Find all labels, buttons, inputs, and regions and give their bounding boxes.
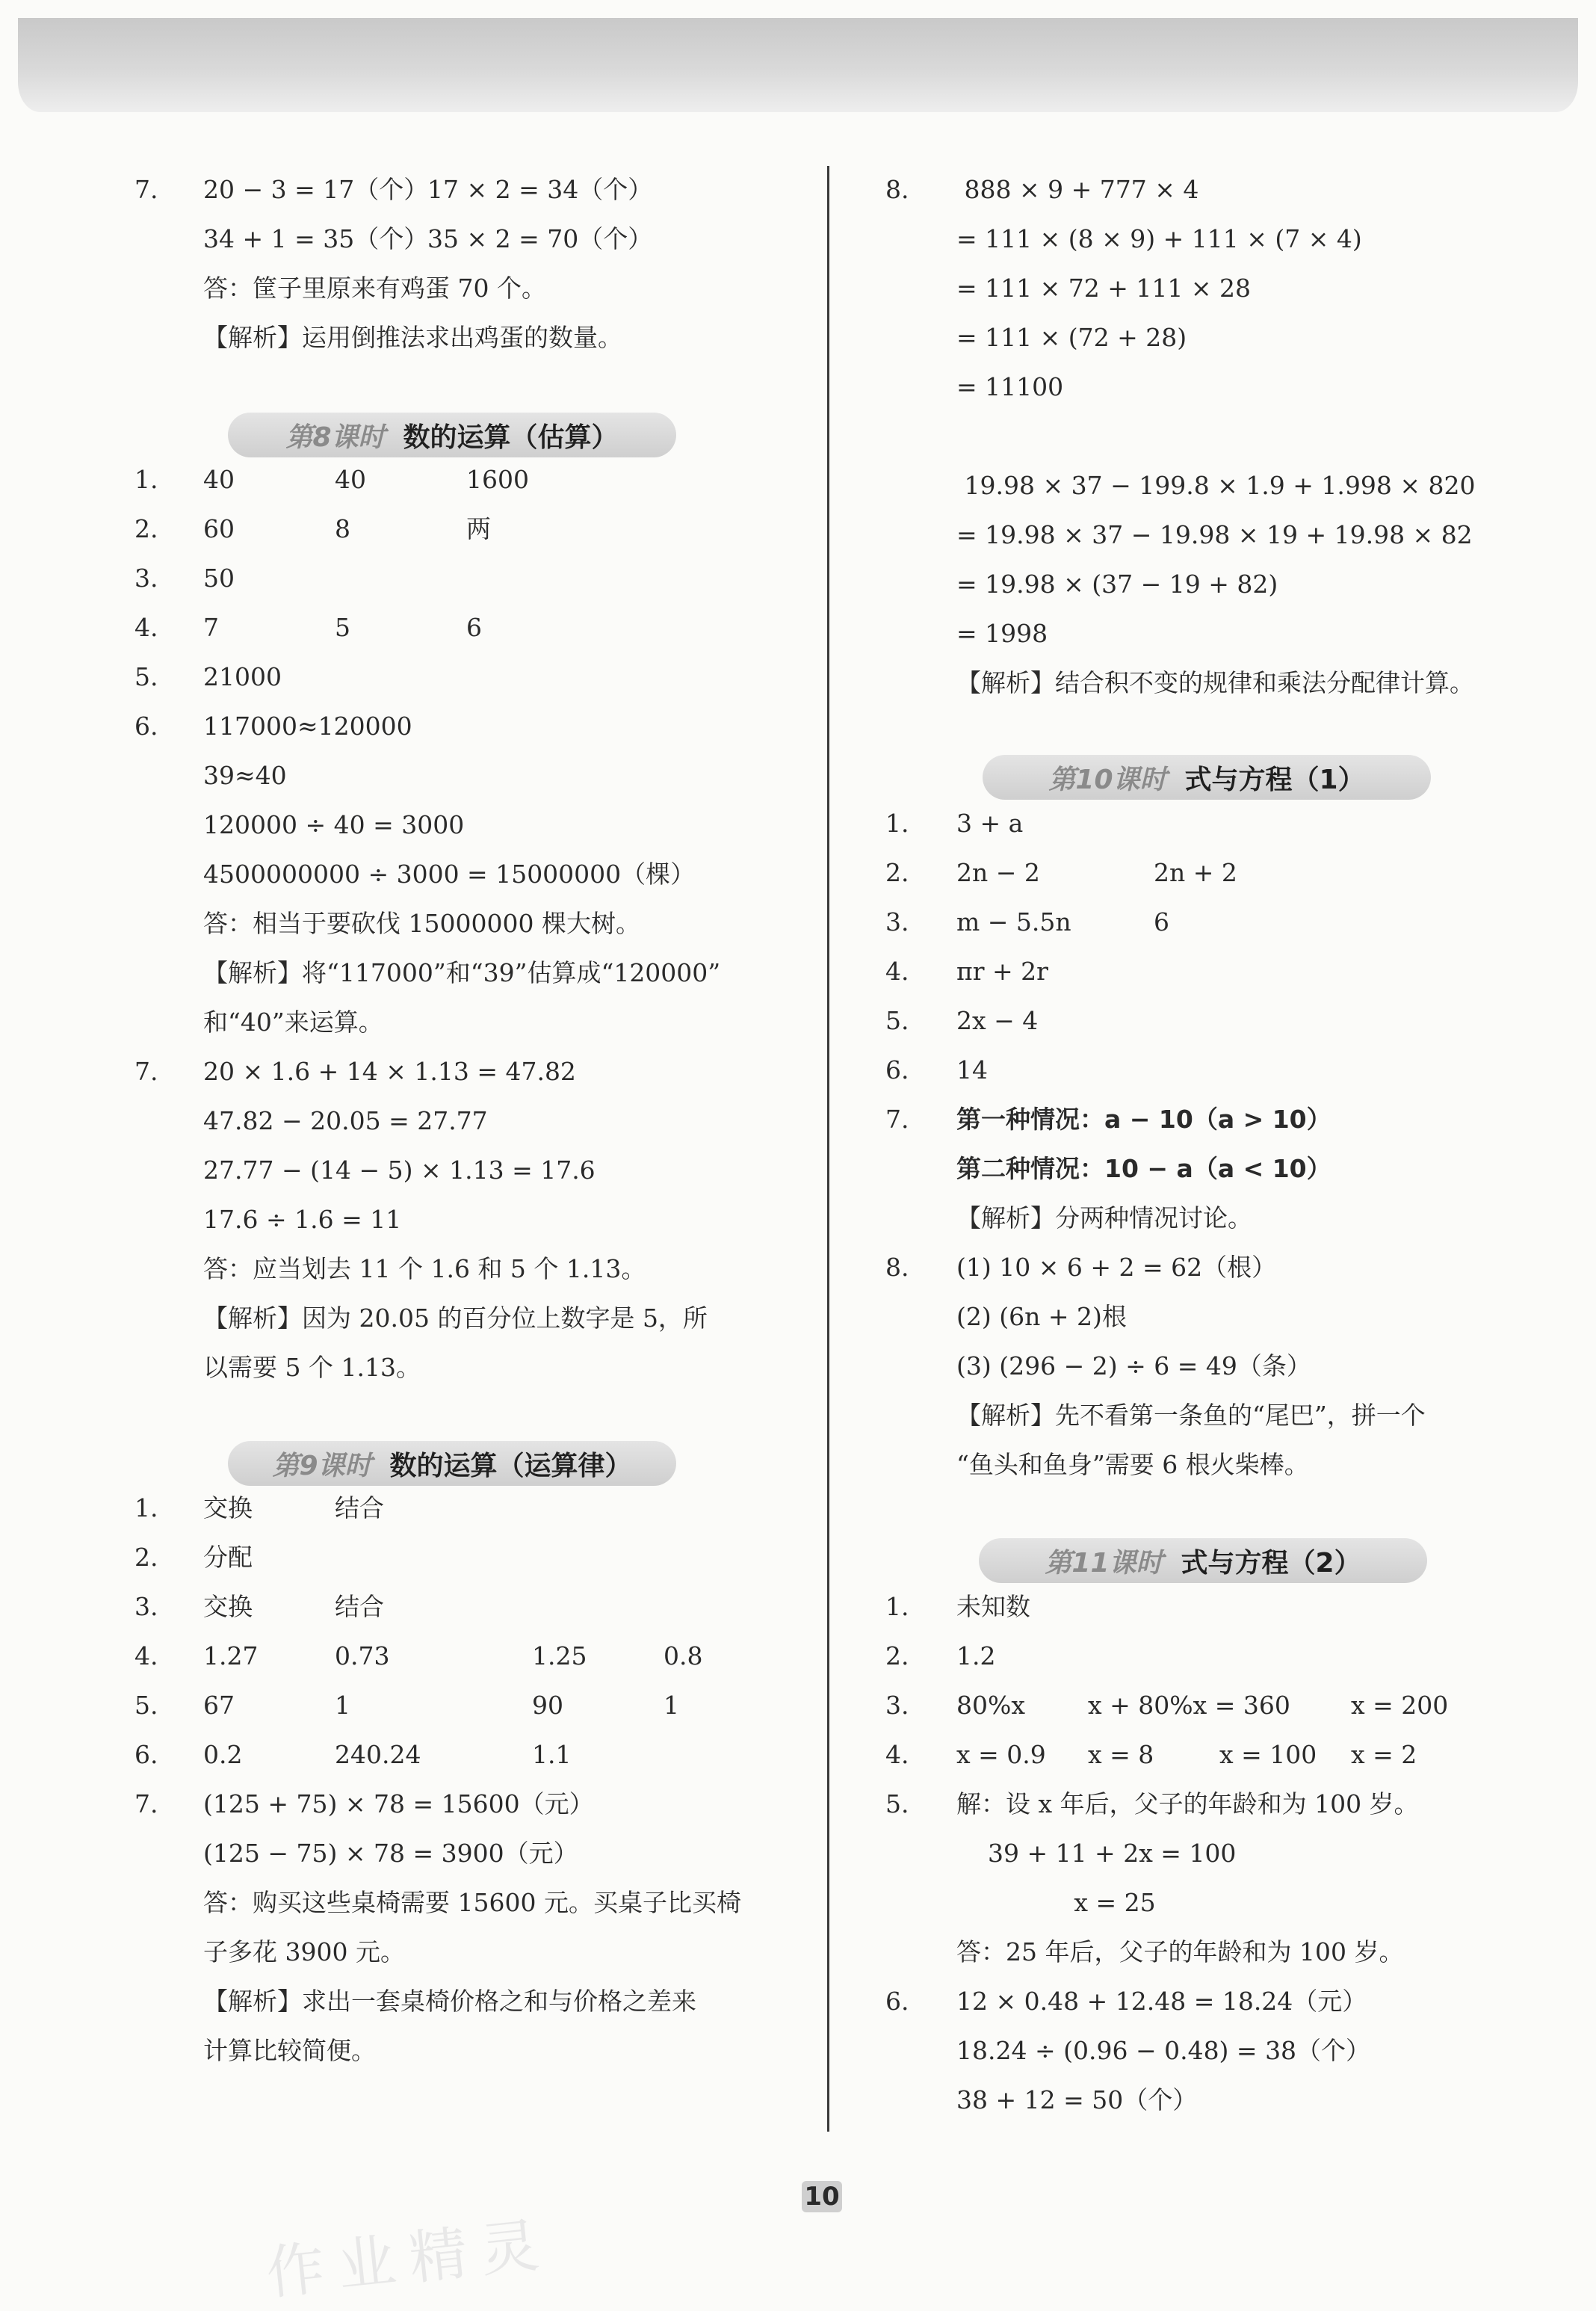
question-number: 6.: [885, 1055, 909, 1084]
answer-line: 【解析】将“117000”和“39”估算成“120000”: [203, 958, 721, 987]
question-number: 6.: [134, 712, 158, 741]
answer-line: 答：应当划去 11 个 1.6 和 5 个 1.13。: [203, 1254, 646, 1283]
answer-line: = 19.98 × (37 − 19 + 82): [956, 570, 1278, 599]
answer-line: (1) 10 × 6 + 2 = 62（根）: [956, 1253, 1277, 1282]
question-number: 8.: [885, 1253, 909, 1282]
answer-line: 第一种情况：a − 10（a > 10）: [956, 1105, 1331, 1134]
answer-line: (125 + 75) × 78 = 15600（元）: [203, 1789, 594, 1818]
column-divider: [827, 166, 829, 2132]
answer-line: x = 25: [956, 1888, 1156, 1917]
answer-line: = 111 × (72 + 28): [956, 323, 1187, 352]
answer-line: (125 − 75) × 78 = 3900（元）: [203, 1839, 578, 1868]
answer-cell: 2n + 2: [1154, 858, 1237, 887]
answer-cell: 结合: [335, 1592, 384, 1621]
lesson-title: 数的运算（运算律）: [389, 1450, 632, 1481]
lesson-number: 第8课时: [285, 422, 386, 453]
answer-cell: x = 8: [1088, 1740, 1154, 1769]
answer-line: 39 + 11 + 2x = 100: [956, 1839, 1237, 1868]
question-number: 5.: [885, 1006, 909, 1035]
answer-cell: 5: [335, 613, 350, 642]
answer-line: 18.24 ÷ (0.96 − 0.48) = 38（个）: [956, 2036, 1371, 2065]
answer-line: 0.2: [203, 1740, 243, 1769]
lesson-header: [983, 755, 1431, 800]
answer-line: 80%x: [956, 1691, 1025, 1720]
answer-line: 【解析】求出一套桌椅价格之和与价格之差来: [203, 1987, 696, 2016]
answer-line: 第二种情况：10 − a（a < 10）: [956, 1154, 1331, 1183]
answer-cell: x = 200: [1351, 1691, 1449, 1720]
answer-line: = 19.98 × 37 − 19.98 × 19 + 19.98 × 82: [956, 520, 1473, 549]
question-number: 4.: [885, 957, 909, 986]
answer-line: 3 + a: [956, 809, 1024, 838]
question-number: 1.: [885, 809, 909, 838]
question-number: 5.: [134, 1691, 158, 1720]
answer-line: 120000 ÷ 40 = 3000: [203, 810, 465, 839]
answer-cell: 240.24: [335, 1740, 421, 1769]
answer-cell: 1.25: [532, 1641, 587, 1670]
answer-cell: 90: [532, 1691, 563, 1720]
answer-line: 【解析】先不看第一条鱼的“尾巴”，拼一个: [956, 1401, 1426, 1430]
answer-line: 4500000000 ÷ 3000 = 15000000（棵）: [203, 860, 696, 889]
question-number: 3.: [134, 1592, 158, 1621]
answer-line: 19.98 × 37 − 199.8 × 1.9 + 1.998 × 820: [956, 471, 1476, 500]
answer-line: 12 × 0.48 + 12.48 = 18.24（元）: [956, 1987, 1367, 2016]
answer-line: πr + 2r: [956, 957, 1048, 986]
answer-cell: 17 × 2 = 34（个）: [427, 175, 653, 204]
answer-line: = 11100: [956, 372, 1064, 401]
answer-line: 27.77 − (14 − 5) × 1.13 = 17.6: [203, 1156, 596, 1185]
answer-line: 7: [203, 613, 219, 642]
question-number: 5.: [134, 662, 158, 691]
question-number: 2.: [134, 1543, 158, 1572]
answer-line: 交换: [203, 1493, 253, 1522]
answer-line: 38 + 12 = 50（个）: [956, 2085, 1198, 2114]
lesson-title: 式与方程（2）: [1181, 1547, 1361, 1579]
lesson-number: 第10课时: [1048, 764, 1167, 795]
answer-line: 交换: [203, 1592, 253, 1621]
answer-line: 【解析】运用倒推法求出鸡蛋的数量。: [203, 323, 622, 352]
answer-line: 解：设 x 年后，父子的年龄和为 100 岁。: [956, 1789, 1419, 1818]
page-number: 10: [802, 2181, 842, 2212]
answer-line: 40: [203, 465, 235, 494]
answer-cell: 1600: [466, 465, 529, 494]
question-number: 6.: [885, 1987, 909, 2016]
answer-cell: 0.8: [664, 1641, 703, 1670]
answer-cell: 35 × 2 = 70（个）: [427, 224, 653, 253]
question-number: 4.: [134, 613, 158, 642]
answer-cell: 1: [335, 1691, 350, 1720]
question-number: 4.: [134, 1641, 158, 1670]
answer-line: 和“40”来运算。: [203, 1008, 383, 1037]
answer-line: 34 + 1 = 35（个）: [203, 224, 429, 253]
watermark: 作业精灵: [263, 2211, 556, 2308]
question-number: 1.: [885, 1592, 909, 1621]
answer-cell: 40: [335, 465, 366, 494]
answer-line: 2n − 2: [956, 858, 1040, 887]
question-number: 7.: [885, 1105, 909, 1134]
answer-line: 20 × 1.6 + 14 × 1.13 = 47.82: [203, 1057, 576, 1086]
question-number: 3.: [885, 907, 909, 937]
answer-line: = 111 × 72 + 111 × 28: [956, 274, 1251, 303]
question-number: 8.: [885, 175, 909, 204]
answer-line: (2) (6n + 2)根: [956, 1302, 1127, 1331]
question-number: 7.: [134, 1789, 158, 1818]
answer-line: 未知数: [956, 1592, 1030, 1621]
question-number: 4.: [885, 1740, 909, 1769]
answer-line: (3) (296 − 2) ÷ 6 = 49（条）: [956, 1351, 1311, 1380]
lesson-header: [979, 1538, 1427, 1583]
answer-line: 888 × 9 + 777 × 4: [956, 175, 1199, 204]
question-number: 7.: [134, 1057, 158, 1086]
question-number: 5.: [885, 1789, 909, 1818]
answer-cell: x = 100: [1219, 1740, 1317, 1769]
answer-line: 17.6 ÷ 1.6 = 11: [203, 1205, 402, 1234]
answer-cell: 结合: [335, 1493, 384, 1522]
lesson-number: 第11课时: [1045, 1547, 1163, 1579]
answer-line: 【解析】结合积不变的规律和乘法分配律计算。: [956, 668, 1474, 697]
question-number: 2.: [885, 1641, 909, 1670]
answer-line: 39≈40: [203, 761, 287, 790]
answer-line: 子多花 3900 元。: [203, 1937, 405, 1966]
lesson-title: 式与方程（1）: [1184, 764, 1365, 795]
question-number: 3.: [134, 564, 158, 593]
answer-cell: 0.73: [335, 1641, 390, 1670]
lesson-header: [228, 413, 676, 457]
answer-line: 117000≈120000: [203, 712, 412, 741]
answer-cell: 8: [335, 514, 350, 543]
question-number: 3.: [885, 1691, 909, 1720]
lesson-number: 第9课时: [272, 1450, 372, 1481]
answer-cell: x + 80%x = 360: [1088, 1691, 1290, 1720]
question-number: 6.: [134, 1740, 158, 1769]
answer-line: 分配: [203, 1543, 253, 1572]
answer-cell: 1: [664, 1691, 679, 1720]
answer-line: 14: [956, 1055, 988, 1084]
question-number: 2.: [134, 514, 158, 543]
question-number: 7.: [134, 175, 158, 204]
answer-line: 答：购买这些桌椅需要 15600 元。买桌子比买椅: [203, 1888, 741, 1917]
answer-line: 21000: [203, 662, 282, 691]
answer-line: 67: [203, 1691, 235, 1720]
answer-line: 以需要 5 个 1.13。: [203, 1353, 421, 1382]
answer-line: x = 0.9: [956, 1740, 1046, 1769]
lesson-header: [228, 1441, 676, 1486]
answer-line: 50: [203, 564, 235, 593]
answer-line: 答：筐子里原来有鸡蛋 70 个。: [203, 274, 546, 303]
lesson-title: 数的运算（估算）: [403, 422, 619, 453]
answer-line: 20 − 3 = 17（个）: [203, 175, 429, 204]
question-number: 1.: [134, 465, 158, 494]
answer-line: 1.27: [203, 1641, 259, 1670]
answer-line: 【解析】分两种情况讨论。: [956, 1203, 1252, 1232]
answer-line: 47.82 − 20.05 = 27.77: [203, 1106, 488, 1135]
answer-line: 1.2: [956, 1641, 996, 1670]
answer-line: 答：25 年后，父子的年龄和为 100 岁。: [956, 1937, 1404, 1966]
top-banner: [18, 18, 1578, 112]
answer-line: 60: [203, 514, 235, 543]
answer-cell: 两: [466, 514, 491, 543]
answer-cell: 6: [466, 613, 482, 642]
question-number: 1.: [134, 1493, 158, 1522]
question-number: 2.: [885, 858, 909, 887]
answer-cell: 1.1: [532, 1740, 572, 1769]
answer-line: “鱼头和鱼身”需要 6 根火柴棒。: [956, 1450, 1309, 1479]
answer-line: 【解析】因为 20.05 的百分位上数字是 5，所: [203, 1303, 708, 1333]
answer-cell: 6: [1154, 907, 1169, 937]
answer-line: = 1998: [956, 619, 1048, 648]
answer-line: 计算比较简便。: [203, 2036, 376, 2065]
answer-cell: x = 2: [1351, 1740, 1417, 1769]
answer-line: 答：相当于要砍伐 15000000 棵大树。: [203, 909, 640, 938]
answer-line: 2x − 4: [956, 1006, 1039, 1035]
answer-line: m − 5.5n: [956, 907, 1071, 937]
answer-line: = 111 × (8 × 9) + 111 × (7 × 4): [956, 224, 1362, 253]
